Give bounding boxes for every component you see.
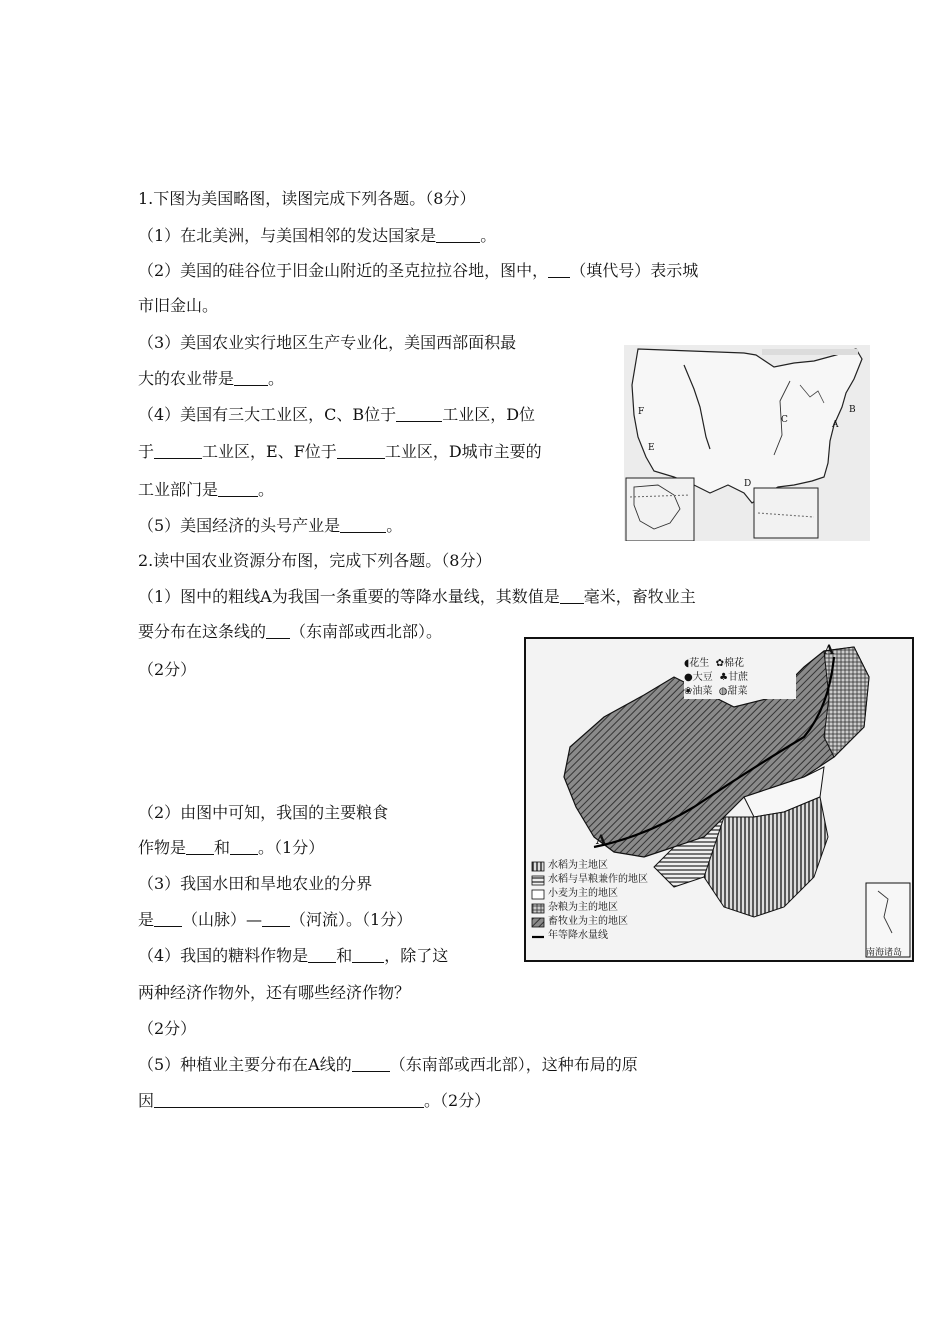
answer-blank[interactable] (352, 1055, 390, 1072)
q1-part1: （1）在北美洲，与美国相邻的发达国家是 。 (138, 226, 497, 245)
q2-part5: （5）种植业主要分布在A线的 （东南部或西北部），这种布局的原 (138, 1055, 638, 1074)
answer-blank[interactable] (154, 442, 202, 459)
q1-part2: （2）美国的硅谷位于旧金山附近的圣克拉拉谷地，图中， （填代号）表示城 (138, 261, 699, 280)
q2-part4: （4）我国的糖料作物是 和 ，除了这 (138, 946, 449, 965)
answer-blank[interactable] (154, 1091, 424, 1108)
q2-part1: （1）图中的粗线A为我国一条重要的等降水量线，其数值是 毫米，畜牧业主 (138, 587, 696, 606)
q1-part2-cont: 市旧金山。 (138, 296, 219, 315)
answer-blank[interactable] (396, 405, 442, 422)
answer-blank[interactable] (230, 838, 258, 855)
answer-blank[interactable] (436, 226, 480, 243)
map-label-f: F (638, 407, 645, 417)
zone-legend: 水稻为主地区 水稻与旱粮兼作的地区 小麦为主的地区 杂粮为主的地区 畜牧业为主的地区 年等降水量线 (548, 860, 648, 941)
sugar-beet-icon: ◍ (718, 686, 728, 697)
soybean-icon: ● (684, 672, 693, 683)
map-label-a: A (832, 420, 839, 430)
inset-label: 南海诸岛 (866, 948, 903, 958)
rapeseed-icon: ❀ (684, 686, 693, 697)
usa-map (624, 345, 870, 541)
q1-part4-cont: 于 工业区，E、F位于 工业区，D城市主要的 (138, 442, 542, 461)
q1-part3: （3）美国农业实行地区生产专业化，美国西部面积最 (138, 333, 517, 352)
q2-part3-cont: 是 （山脉）— （河流）。（1分） (138, 910, 413, 929)
answer-blank[interactable] (218, 480, 258, 497)
q1-part4: （4）美国有三大工业区，C、B位于 工业区，D位 (138, 405, 536, 424)
answer-blank[interactable] (560, 587, 584, 604)
q2-part3: （3）我国水田和旱地农业的分界 (138, 874, 373, 893)
q2-part1-score: （2分） (138, 660, 197, 679)
usa-map-drawing (624, 345, 870, 541)
q2-part1-cont: 要分布在这条线的 （东南部或西北部）。 (138, 622, 443, 641)
answer-blank[interactable] (308, 946, 336, 963)
q2-part4-cont: 两种经济作物外，还有哪些经济作物？ (138, 983, 411, 1002)
crop-legend: ◖花生 ✿棉花 ●大豆 ♣甘蔗 ❀油菜 ◍甜菜 (684, 657, 796, 699)
q2-part2-cont: 作物是 和 。（1分） (138, 838, 325, 857)
answer-blank[interactable] (548, 261, 570, 278)
q1-part5: （5）美国经济的头号产业是 。 (138, 516, 403, 535)
map-label-b: B (849, 405, 856, 415)
sugarcane-icon: ♣ (719, 672, 729, 683)
answer-blank[interactable] (340, 516, 386, 533)
q1-title: 1.下图为美国略图，读图完成下列各题。（8分） (138, 189, 476, 208)
map-label-c: C (781, 415, 788, 425)
q2-part4-score: （2分） (138, 1019, 197, 1038)
answer-blank[interactable] (154, 910, 182, 927)
line-label-a-north: A (824, 643, 835, 658)
map-label-e: E (648, 443, 655, 453)
q1-part4-cont2: 工业部门是 。 (138, 480, 275, 499)
map-label-d: D (744, 479, 752, 489)
q2-title: 2.读中国农业资源分布图，完成下列各题。（8分） (138, 551, 492, 570)
q2-part5-cont: 因 。（2分） (138, 1091, 491, 1110)
answer-blank[interactable] (352, 946, 384, 963)
cotton-icon: ✿ (715, 658, 725, 669)
q1-part3-cont: 大的农业带是 。 (138, 369, 285, 388)
peanut-icon: ◖ (684, 658, 690, 669)
answer-blank[interactable] (262, 910, 290, 927)
answer-blank[interactable] (337, 442, 385, 459)
answer-blank[interactable] (266, 622, 290, 639)
china-agriculture-map (524, 637, 914, 962)
line-label-a-south: A (596, 833, 607, 848)
answer-blank[interactable] (186, 838, 214, 855)
q2-part2: （2）由图中可知，我国的主要粮食 (138, 803, 389, 822)
answer-blank[interactable] (234, 369, 268, 386)
